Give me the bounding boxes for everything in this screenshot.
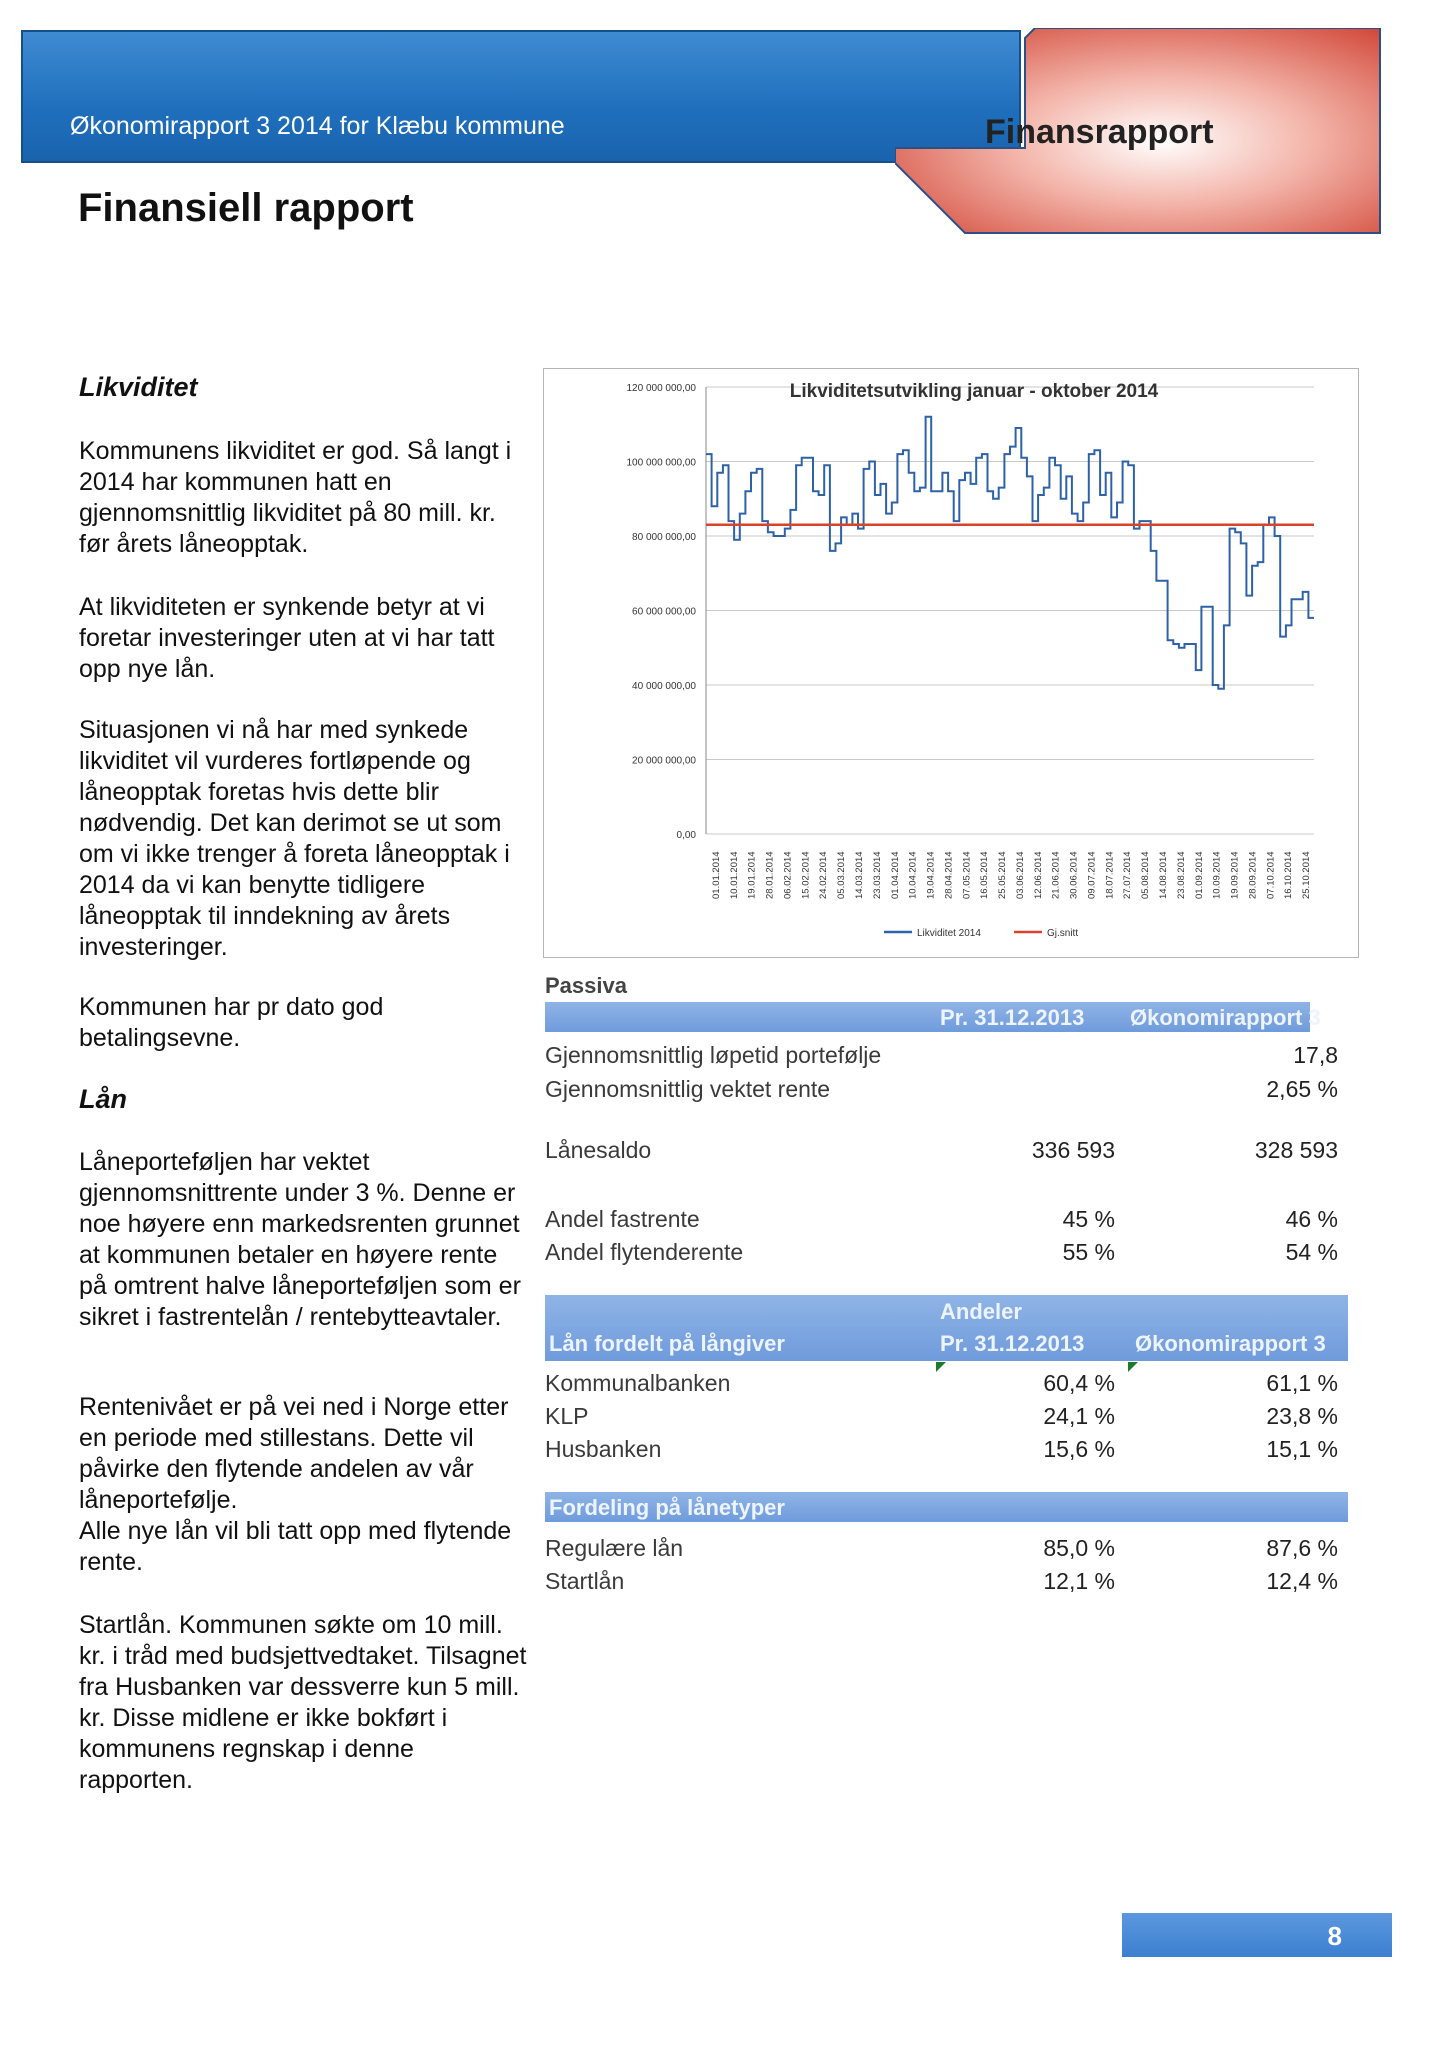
table-cell-rapport: 61,1 %	[1266, 1370, 1338, 1396]
laanesaldo-rapport: 328 593	[1254, 1137, 1338, 1163]
y-tick-label: 60 000 000,00	[632, 606, 696, 618]
col-header-rapport: Økonomirapport 3	[1130, 1005, 1321, 1030]
x-tick-label: 09.07.2014	[1086, 851, 1098, 899]
x-tick-label: 10.01.2014	[728, 851, 740, 899]
table-cell-rapport: 23,8 %	[1266, 1403, 1338, 1429]
page-number: 8	[1327, 1921, 1342, 1951]
laan-paragraph-1	[79, 1147, 529, 1333]
likviditet-paragraph-4	[79, 992, 529, 1054]
x-tick-label: 16.05.2014	[979, 851, 991, 899]
x-tick-label: 28.04.2014	[943, 851, 955, 899]
chart-title: Likviditetsutvikling januar - oktober 2014	[789, 381, 1159, 402]
likviditet-paragraph-1	[79, 436, 529, 560]
x-tick-label: 27.07.2014	[1122, 851, 1134, 899]
x-tick-label: 14.08.2014	[1158, 851, 1169, 899]
paragraph-text: Situasjonen vi nå har med synkede likviditet vil vurderes fortløpende og låneopptak foretas hvis dette blir nødvendig. Det kan derimot se ut som om vi ikke trenger å foreta låneopptak i 2014 da vi kan benytte tidligere låneopptak til inndekning av årets investeringer.	[79, 716, 510, 961]
y-tick-label: 20 000 000,00	[632, 755, 696, 767]
x-tick-label: 19.09.2014	[1229, 851, 1241, 899]
laanesaldo-2013: 336 593	[1031, 1137, 1115, 1163]
x-tick-label: 14.03.2014	[854, 851, 865, 899]
y-tick-label: 80 000 000,00	[632, 532, 696, 543]
x-tick-label: 28.01.2014	[764, 851, 776, 899]
x-tick-label: 05.03.2014	[836, 851, 848, 899]
x-tick-label: 10.04.2014	[907, 851, 919, 899]
chart-canvas	[544, 369, 1360, 959]
table-cell-2013: 85,0 %	[1043, 1535, 1115, 1561]
table-row-label: Gjennomsnittlig vektet rente	[545, 1076, 831, 1102]
table-row-label: Andel flytenderente	[545, 1239, 744, 1265]
table-row-label: Andel fastrente	[545, 1206, 700, 1232]
x-tick-label: 07.10.2014	[1265, 851, 1277, 899]
table-cell-2013: 45 %	[1062, 1206, 1115, 1232]
x-tick-label: 01.01.2014	[710, 851, 722, 899]
header-banner	[21, 30, 1021, 163]
col-header-2013: Pr. 31.12.2013	[940, 1331, 1085, 1356]
paragraph-text: Rentenivået er på vei ned i Norge etter en periode med stillestans. Dette vil påvirke den flytende andelen av vår låneportefølje.	[79, 1393, 509, 1514]
x-tick-label: 23.08.2014	[1175, 851, 1187, 899]
laan-heading: Lån	[79, 1084, 128, 1114]
table-cell-rapport: 15,1 %	[1266, 1436, 1338, 1462]
table-cell-rapport: 2,65 %	[1266, 1076, 1338, 1102]
laan-paragraph-2	[79, 1392, 529, 1578]
likviditet-paragraph-3	[79, 715, 529, 963]
laanesaldo-label: Lånesaldo	[545, 1137, 652, 1163]
table-row-label: Gjennomsnittlig løpetid portefølje	[545, 1042, 882, 1068]
table-cell-rapport: 87,6 %	[1266, 1535, 1338, 1561]
paragraph-text: At likviditeten er synkende betyr at vi foretar investeringer uten at vi har tatt opp nye lån.	[79, 593, 495, 683]
y-tick-label: 0,00	[676, 830, 696, 841]
page-title: Finansiell rapport	[78, 186, 414, 230]
y-tick-label: 40 000 000,00	[632, 681, 696, 692]
comment-marker	[936, 1362, 946, 1372]
laangiver-title: Lån fordelt på långiver	[549, 1331, 785, 1356]
report-title: Økonomirapport 3 2014 for Klæbu kommune	[70, 112, 565, 140]
likviditet-paragraph-2	[79, 592, 529, 685]
comment-marker	[1128, 1362, 1138, 1372]
x-tick-label: 01.04.2014	[889, 851, 901, 899]
x-tick-label: 01.09.2014	[1193, 851, 1205, 899]
x-tick-label: 25.05.2014	[997, 851, 1009, 899]
table-cell-2013: 15,6 %	[1043, 1436, 1115, 1462]
table-cell-2013: 24,1 %	[1043, 1403, 1115, 1429]
x-tick-label: 12.06.2014	[1032, 851, 1044, 899]
x-tick-label: 23.03.2014	[871, 851, 883, 899]
paragraph-text: Kommunens likviditet er god. Så langt i 2014 har kommunen hatt en gjennomsnittlig likviditet på 80 mill. kr. før årets låneopptak.	[79, 437, 512, 558]
table-cell-rapport: 17,8	[1293, 1042, 1338, 1068]
x-tick-label: 05.08.2014	[1140, 851, 1152, 899]
x-tick-label: 06.02.2014	[782, 851, 794, 899]
andeler-label: Andeler	[940, 1299, 1022, 1324]
laangiver-header-band	[545, 1295, 1348, 1361]
paragraph-text: Startlån. Kommunen søkte om 10 mill. kr. i tråd med budsjettvedtaket. Tilsagnet fra Husbanken var dessverre kun 5 mill. kr. Disse midlene er ikke bokført i kommunens regnskap i denne rapporten.	[79, 1611, 527, 1794]
laan-paragraph-3	[79, 1610, 529, 1796]
table-row-label: Startlån	[545, 1568, 625, 1594]
table-cell-2013: 55 %	[1062, 1239, 1115, 1265]
x-tick-label: 19.04.2014	[925, 851, 937, 899]
likviditet-heading: Likviditet	[79, 372, 198, 402]
paragraph-text: Alle nye lån vil bli tatt opp med flytende rente.	[79, 1517, 512, 1576]
x-tick-label: 03.06.2014	[1014, 851, 1026, 899]
col-header-rapport: Økonomirapport 3	[1135, 1331, 1326, 1356]
paragraph-text: Kommunen har pr dato god betalingsevne.	[79, 993, 384, 1052]
table-cell-2013: 60,4 %	[1043, 1370, 1115, 1396]
x-tick-label: 19.01.2014	[746, 851, 758, 899]
x-tick-label: 28.09.2014	[1247, 851, 1259, 899]
y-tick-label: 120 000 000,00	[626, 383, 696, 394]
laanetyper-title: Fordeling på lånetyper	[549, 1495, 785, 1520]
legend-label: Gj.snitt	[1047, 928, 1079, 939]
x-tick-label: 16.10.2014	[1283, 851, 1295, 899]
x-tick-label: 15.02.2014	[800, 851, 812, 899]
passiva-label: Passiva	[545, 973, 627, 998]
table-cell-2013: 12,1 %	[1043, 1568, 1115, 1594]
page-number-box	[1122, 1913, 1392, 1957]
table-row-label: Husbanken	[545, 1436, 662, 1462]
y-tick-label: 100 000 000,00	[626, 457, 696, 469]
x-tick-label: 25.10.2014	[1301, 851, 1313, 899]
legend-label: Likviditet 2014	[917, 928, 981, 939]
table-row-label: Regulære lån	[545, 1535, 684, 1561]
table-row-label: KLP	[545, 1403, 589, 1429]
table-cell-rapport: 54 %	[1285, 1239, 1338, 1265]
x-tick-label: 24.02.2014	[818, 851, 830, 899]
x-tick-label: 30.06.2014	[1068, 851, 1080, 899]
laanetyper-header-band	[545, 1492, 1348, 1522]
passiva-header-band	[545, 1002, 1321, 1032]
section-tab-label: Finansrapport	[985, 113, 1214, 151]
x-tick-label: 10.09.2014	[1211, 851, 1223, 899]
liquidity-chart	[543, 368, 1359, 958]
table-cell-rapport: 46 %	[1285, 1206, 1338, 1232]
x-tick-label: 07.05.2014	[961, 851, 973, 899]
paragraph-text: Låneporteføljen har vektet gjennomsnittrente under 3 %. Denne er noe høyere enn markedsrenten grunnet at kommunen betaler en høyere rente på omtrent halve låneporteføljen som er sikret i fastrentelån / rentebytteavtaler.	[79, 1148, 521, 1331]
col-header-2013: Pr. 31.12.2013	[940, 1005, 1085, 1030]
table-cell-rapport: 12,4 %	[1266, 1568, 1338, 1594]
x-tick-label: 21.06.2014	[1050, 851, 1062, 899]
table-row-label: Kommunalbanken	[545, 1370, 731, 1396]
x-tick-label: 18.07.2014	[1104, 851, 1116, 899]
series-line-likviditet	[706, 417, 1314, 689]
